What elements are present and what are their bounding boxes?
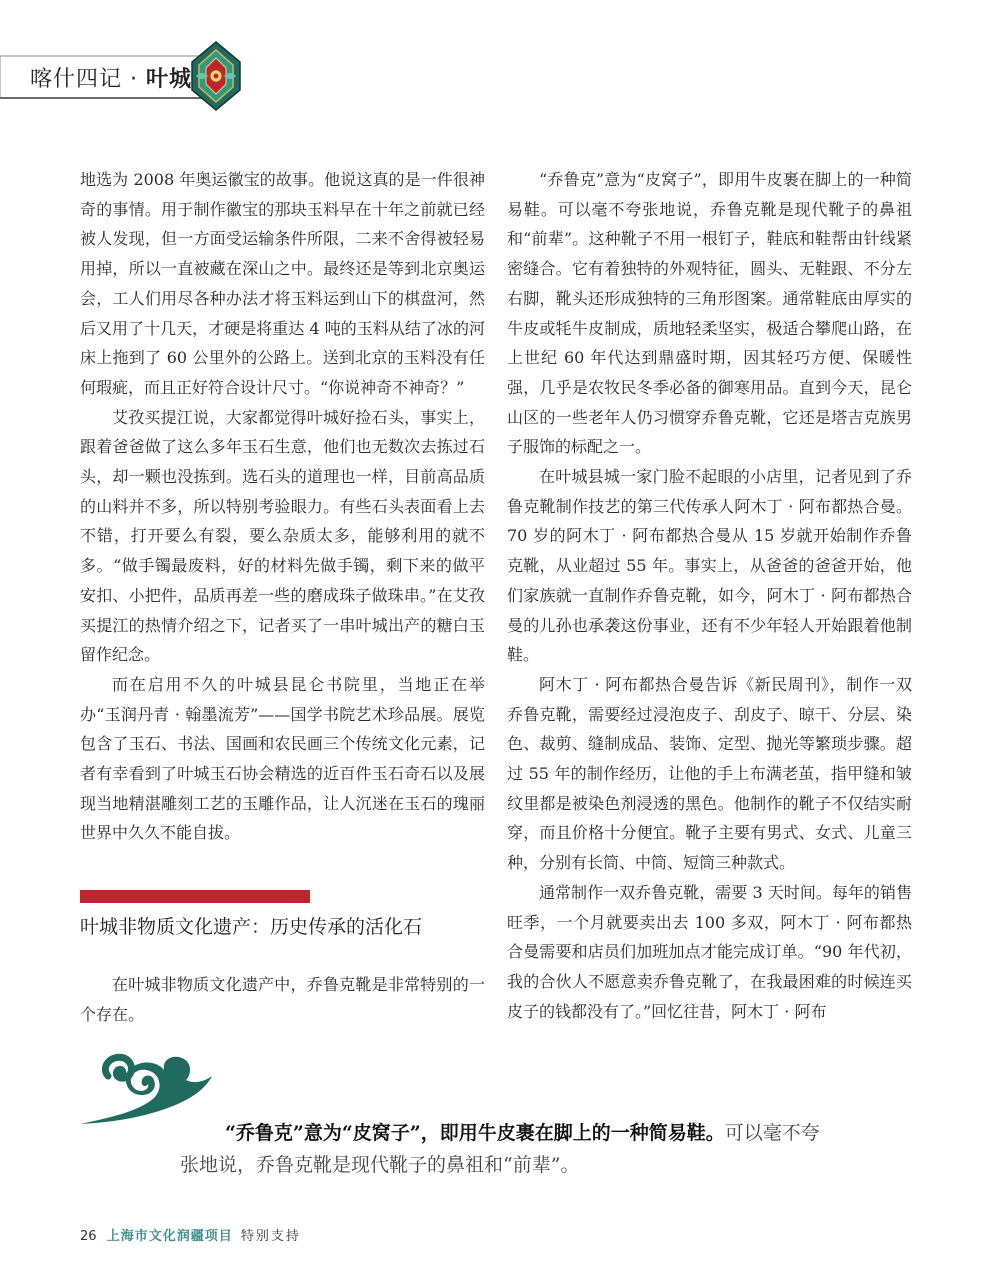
paragraph: 阿木丁 · 阿布都热合曼告诉《新民周刊》，制作一双乔鲁克靴，需要经过浸泡皮子、刮皮子、晾干、分层、染色、裁剪、缝制成品、装饰、定型、抛光等繁琐步骤。超过 55 年的制作经历，让他的手上布满老茧，指甲缝和皱纹里都是被染色剂浸透的黑色。他制作的靴子不仅结实耐穿，而且价格十分便宜。靴子主要有男式、女式、儿童三种，分别有长筒、中筒、短筒三种款式。 (507, 674, 912, 873)
page-number: 26 (80, 1229, 97, 1244)
section-divider-bar (80, 890, 310, 903)
page-footer (80, 1225, 301, 1244)
paragraph: 在叶城非物质文化遗产中，乔鲁克靴是非常特别的一个存在。 (80, 975, 485, 1024)
paragraph: 通常制作一双乔鲁克靴，需要 3 天时间。每年的销售旺季，一个月就要卖出去 100 多双，阿木丁 · 阿布都热合曼需要和店员们加班加点才能完成订单。“90 年代初，我的合伙人不愿意卖乔鲁克靴了，在我最困难的时候连买皮子的钱都没有了。”回忆往昔，阿木丁 · 阿布 (507, 882, 912, 1021)
right-column (507, 165, 912, 1026)
section-heading: 叶城非物质文化遗产：历史传承的活化石 (80, 916, 423, 938)
ornament-icon (188, 40, 244, 112)
sponsor-text: 上海市文化润疆项目 (106, 1229, 233, 1244)
paragraph: 地选为 2008 年奥运徽宝的故事。他说这真的是一件很神奇的事情。用于制作徽宝的那块玉料早在十年之前就已经被人发现，但一方面受运输条件所限，二来不舍得被轻易用掉，所以一直被藏在深山之中。最终还是等到北京奥运会，工人们用尽各种办法才将玉料运到山下的棋盘河，然后又用了十几天，才硬是将重达 4 吨的玉料从结了冰的河床上拖到了 60 公里外的公路上。送到北京的玉料没有任何瑕疵，而且正好符合设计尺寸。“你说神奇不神奇？” (80, 170, 485, 397)
section-body (80, 970, 485, 1029)
pull-quote-bold: “乔鲁克”意为“皮窝子”，即用牛皮裹在脚上的一种简易鞋。 (225, 1122, 725, 1144)
pull-quote-text: 可以毫不夸 (724, 1122, 820, 1144)
paragraph: 艾孜买提江说，大家都觉得叶城好捡石头，事实上，跟着爸爸做了这么多年玉石生意，他们也无数次去拣过石头，却一颗也没拣到。选石头的道理也一样，目前高品质的山料并不多，所以特别考验眼力。有些石头表面看上去不错，打开要么有裂，要么杂质太多，能够利用的就不多。“做手镯最废料，好的材料先做手镯，剩下来的做平安扣、小把件，品质再差一些的磨成珠子做珠串。”在艾孜买提江的热情介绍之下，记者买了一串叶城出产的糖白玉留作纪念。 (80, 407, 485, 665)
pull-quote-text: 张地说，乔鲁克靴是现代靴子的鼻祖和“前辈”。 (180, 1154, 580, 1176)
paragraph: “乔鲁克”意为“皮窝子”，即用牛皮裹在脚上的一种简易鞋。可以毫不夸张地说，乔鲁克靴是现代靴子的鼻祖和“前辈”。这种靴子不用一根钉子，鞋底和鞋帮由针线紧密缝合。它有着独特的外观特征，圆头、无鞋跟、不分左右脚，靴头还形成独特的三角形图案。通常鞋底由厚实的牛皮或牦牛皮制成，质地轻柔坚实，极适合攀爬山路，在上世纪 60 年代达到鼎盛时期，因其轻巧方便、保暖性强，几乎是农牧民冬季必备的御寒用品。直到今天，昆仑山区的一些老年人仍习惯穿乔鲁克靴，它还是塔吉克族男子服饰的标配之一。 (507, 170, 912, 457)
page-header-title: 喀什四记 · 叶城 (30, 67, 192, 92)
paragraph: 在叶城县城一家门脸不起眼的小店里，记者见到了乔鲁克靴制作技艺的第三代传承人阿木丁 · 阿布都热合曼。70 岁的阿木丁 · 阿布都热合曼从 15 岁就开始制作乔鲁克靴，从业超过 55 年。事实上，从爸爸的爸爸开始，他们家族就一直制作乔鲁克靴，如今，阿木丁 · 阿布都热合曼的儿孙也承袭这份事业，还有不少年轻人开始跟着他制鞋。 (507, 467, 912, 665)
support-text: 特别支持 (240, 1229, 301, 1244)
pull-quote (180, 1117, 870, 1181)
paragraph: 而在启用不久的叶城县昆仑书院里，当地正在举办“玉润丹青 · 翰墨流芳”——国学书院艺术珍品展。展览包含了玉石、书法、国画和农民画三个传统文化元素，记者有幸看到了叶城玉石协会精选的近百件玉石奇石以及展现当地精湛雕刻工艺的玉雕作品，让人沉迷在玉石的瑰丽世界中久久不能自拔。 (80, 674, 485, 843)
left-column (80, 165, 485, 848)
